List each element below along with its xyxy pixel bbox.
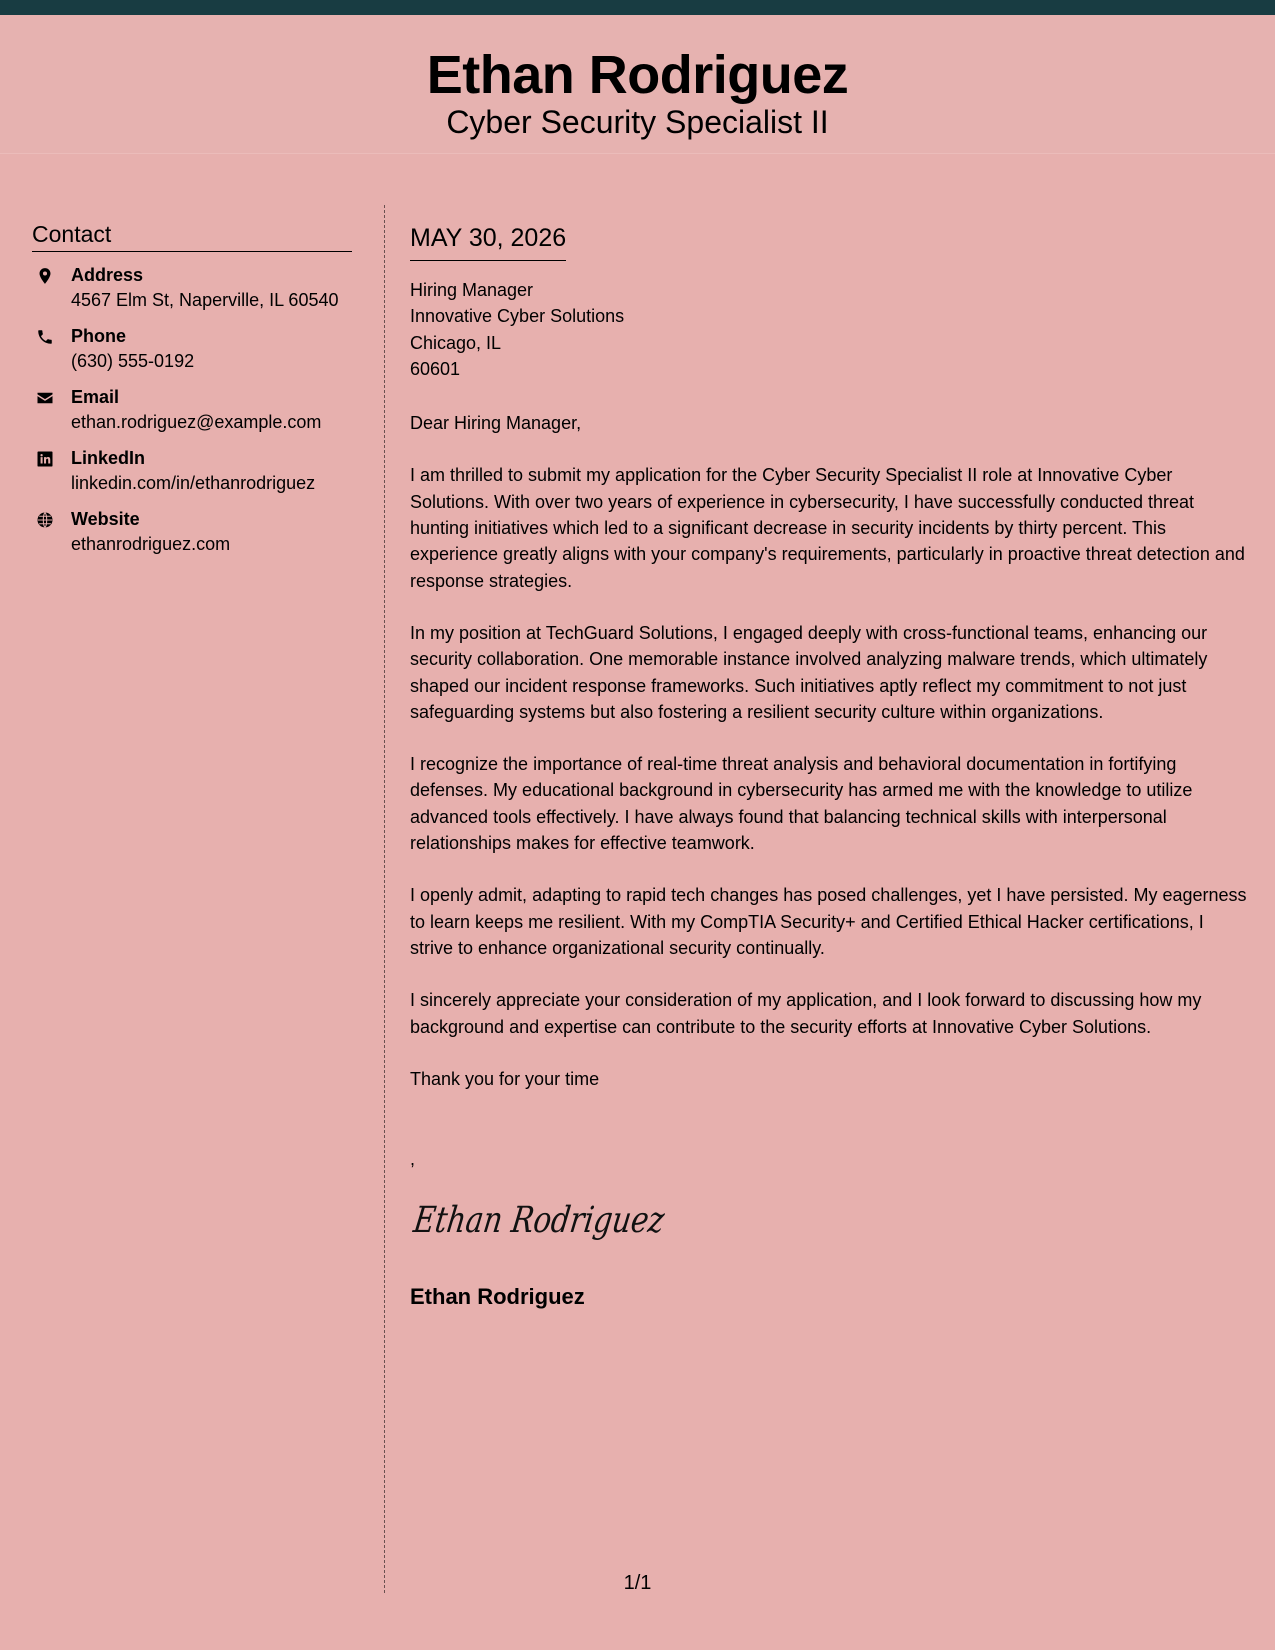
letter-date: MAY 30, 2026	[410, 222, 566, 261]
linkedin-value: linkedin.com/in/ethanrodriguez	[71, 473, 316, 493]
contact-sidebar	[32, 219, 352, 557]
envelope-icon	[36, 389, 54, 407]
recipient-line: Hiring Manager	[410, 280, 534, 300]
recipient-block	[410, 277, 1250, 382]
contact-heading: Contact	[32, 219, 352, 252]
phone-value: (630) 555-0192	[71, 351, 195, 371]
contact-item-email	[32, 385, 352, 435]
svg-text:Ethan Rodriguez: Ethan Rodriguez	[411, 1198, 725, 1242]
globe-icon	[36, 511, 54, 529]
body-paragraph: I recognize the importance of real-time threat analysis and behavioral documentation in fortifying defenses. My educational background in cybersecurity has armed me with the knowledge to utilize advanced tools effectively. I have always found that balancing technical skills with interpersonal relationships makes for effective teamwork.	[410, 754, 1193, 854]
body-paragraph: I openly admit, adapting to rapid tech changes has posed challenges, yet I have persisted. My eagerness to learn keeps me resilient. With my CompTIA Security+ and Certified Ethical Hacker certifications, I strive to enhance organizational security continually.	[410, 885, 1247, 958]
map-pin-icon	[36, 267, 54, 285]
linkedin-icon	[36, 450, 54, 468]
contact-item-linkedin	[32, 446, 352, 496]
recipient-line: 60601	[410, 358, 461, 379]
recipient-line: Chicago, IL	[410, 332, 502, 353]
page-number: 1/1	[623, 1572, 652, 1594]
resume-header	[0, 15, 1275, 154]
closing-line: Thank you for your time	[410, 1068, 600, 1089]
signer-name: Ethan Rodriguez	[410, 1283, 585, 1309]
job-title: Cyber Security Specialist II	[446, 104, 829, 140]
closing-comma: ,	[410, 1149, 416, 1170]
body-paragraph: I sincerely appreciate your consideration of my application, and I look forward to discussing how my background and expertise can contribute to the security efforts at Innovative Cyber Solutions.	[410, 990, 1202, 1037]
contact-item-website	[32, 507, 352, 557]
linkedin-label: LinkedIn	[71, 448, 146, 468]
body-paragraph: In my position at TechGuard Solutions, I engaged deeply with cross-functional teams, enhancing our security collaboration. One memorable instance involved analyzing malware trends, which ultimately shaped our incident response frameworks. Such initiatives aptly reflect my commitment to not just safeguarding systems but also fostering a resilient security culture within organizations.	[410, 622, 1208, 722]
recipient-line: Innovative Cyber Solutions	[410, 306, 625, 327]
website-label: Website	[71, 509, 140, 529]
phone-icon	[36, 328, 54, 346]
column-divider	[384, 205, 385, 1593]
contact-item-address	[32, 263, 352, 313]
email-label: Email	[71, 387, 120, 407]
email-value: ethan.rodriguez@example.com	[71, 412, 322, 432]
contact-item-phone	[32, 324, 352, 374]
letter-body	[410, 222, 1250, 1310]
website-value: ethanrodriguez.com	[71, 534, 231, 554]
address-value: 4567 Elm St, Naperville, IL 60540	[71, 290, 339, 310]
top-accent-bar	[0, 0, 1275, 15]
phone-label: Phone	[71, 326, 127, 346]
salutation: Dear Hiring Manager,	[410, 413, 582, 434]
address-label: Address	[71, 265, 144, 285]
applicant-name: Ethan Rodriguez	[426, 45, 849, 105]
body-paragraph: I am thrilled to submit my application for the Cyber Security Specialist II role at Innovative Cyber Solutions. With over two years of experience in cybersecurity, I have successfully conducted threat hunting initiatives which led to a significant decrease in security incidents by thirty percent. This experience greatly aligns with your company's requirements, particularly in proactive threat detection and response strategies.	[410, 465, 1245, 591]
handwritten-signature	[411, 1192, 725, 1248]
